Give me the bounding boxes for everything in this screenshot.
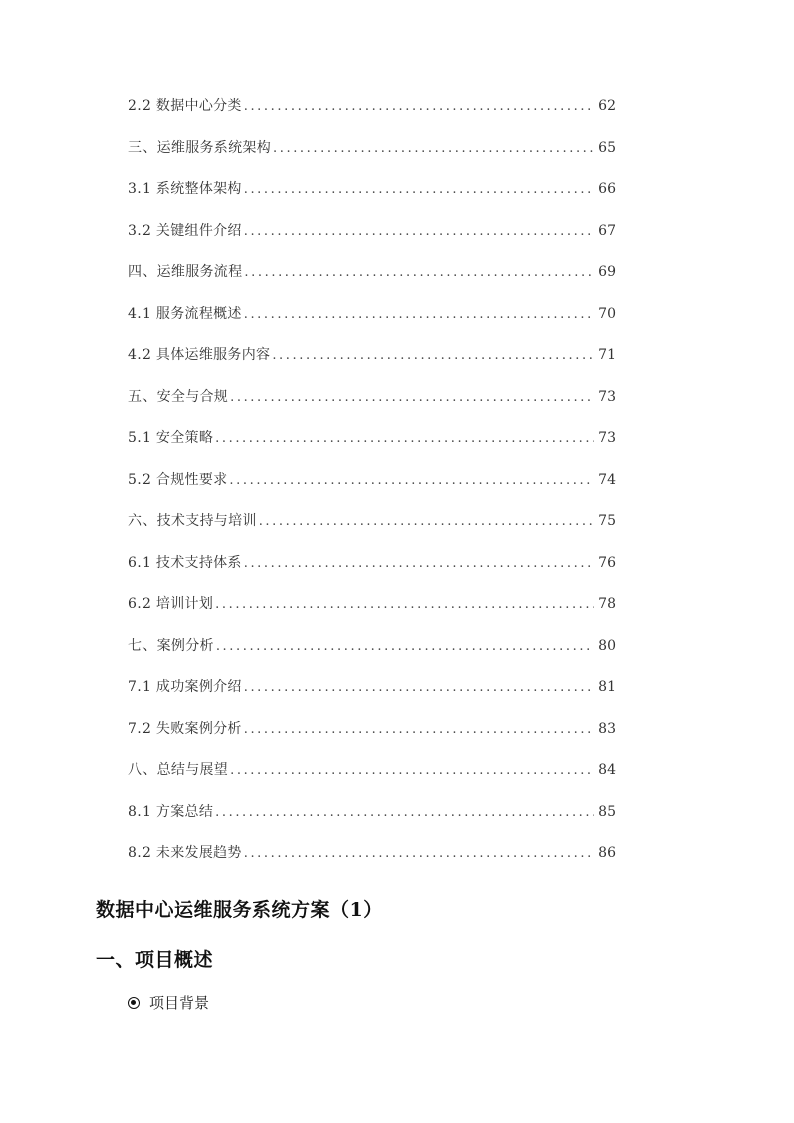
bullet-item [128, 992, 209, 1013]
toc-entry[interactable] [128, 589, 616, 631]
toc-dot-leader [259, 507, 594, 537]
toc-entry[interactable] [128, 133, 616, 175]
toc-entry-title: 八、总结与展望 [128, 762, 229, 778]
toc-entry-page: 85 [598, 803, 616, 820]
toc-entry-page: 74 [598, 471, 616, 488]
toc-entry-page: 75 [598, 513, 616, 529]
toc-entry-page: 86 [598, 845, 616, 861]
toc-entry-title: 8.2 未来发展趋势 [128, 845, 242, 861]
toc-entry[interactable] [128, 797, 616, 839]
toc-entry[interactable] [128, 174, 616, 216]
toc-dot-leader [273, 134, 594, 164]
toc-dot-leader [244, 217, 594, 247]
toc-entry-page: 69 [598, 264, 616, 280]
toc-entry-title: 3.1 系统整体架构 [128, 181, 242, 197]
table-of-contents [128, 91, 616, 880]
toc-entry-page: 62 [598, 98, 616, 114]
toc-entry-title: 6.2 培训计划 [128, 596, 214, 612]
toc-entry[interactable] [128, 423, 616, 465]
toc-entry-title: 2.2 数据中心分类 [128, 98, 242, 114]
toc-entry[interactable] [128, 631, 616, 673]
toc-entry-title: 四、运维服务流程 [128, 264, 243, 280]
toc-dot-leader [244, 175, 594, 205]
toc-dot-leader [230, 383, 594, 413]
toc-dot-leader [244, 839, 594, 869]
toc-entry-title: 4.1 服务流程概述 [128, 305, 242, 322]
toc-entry-title: 三、运维服务系统架构 [128, 139, 271, 156]
toc-entry-page: 70 [598, 305, 616, 322]
toc-dot-leader [230, 756, 594, 786]
toc-entry-title: 5.1 安全策略 [128, 430, 214, 446]
toc-entry-title: 7.1 成功案例介绍 [128, 679, 242, 695]
toc-dot-leader [272, 341, 594, 371]
toc-entry-title: 4.2 具体运维服务内容 [128, 347, 271, 363]
toc-entry-page: 84 [598, 762, 616, 778]
toc-entry-title: 3.2 关键组件介绍 [128, 222, 242, 239]
toc-entry-title: 六、技术支持与培训 [128, 513, 257, 529]
toc-entry-page: 83 [598, 720, 616, 737]
toc-dot-leader [244, 673, 594, 703]
toc-entry-page: 71 [598, 347, 616, 363]
toc-dot-leader [216, 632, 594, 662]
toc-entry-page: 78 [598, 596, 616, 612]
document-title: 数据中心运维服务系统方案（1） [96, 899, 383, 921]
toc-dot-leader [229, 466, 594, 496]
toc-entry-title: 6.1 技术支持体系 [128, 554, 242, 571]
fisheye-bullet-icon [128, 997, 140, 1009]
toc-entry-page: 66 [598, 181, 616, 197]
toc-dot-leader [244, 549, 594, 579]
toc-entry-page: 67 [598, 222, 616, 239]
toc-entry[interactable] [128, 257, 616, 299]
toc-entry[interactable] [128, 91, 616, 133]
toc-entry[interactable] [128, 382, 616, 424]
toc-entry-page: 73 [598, 430, 616, 446]
toc-entry[interactable] [128, 714, 616, 756]
toc-entry[interactable] [128, 672, 616, 714]
toc-entry-title: 8.1 方案总结 [128, 803, 214, 820]
toc-dot-leader [215, 798, 594, 828]
toc-entry[interactable] [128, 340, 616, 382]
toc-entry-title: 七、案例分析 [128, 637, 214, 654]
toc-entry[interactable] [128, 465, 616, 507]
toc-entry-page: 80 [598, 637, 616, 654]
toc-dot-leader [215, 424, 594, 454]
toc-entry[interactable] [128, 755, 616, 797]
toc-entry[interactable] [128, 838, 616, 880]
toc-entry[interactable] [128, 548, 616, 590]
toc-dot-leader [215, 590, 594, 620]
toc-entry-page: 76 [598, 554, 616, 571]
toc-entry-page: 81 [598, 679, 616, 695]
toc-entry-title: 五、安全与合规 [128, 388, 229, 405]
toc-entry[interactable] [128, 216, 616, 258]
toc-dot-leader [244, 715, 594, 745]
bullet-item-label: 项目背景 [149, 994, 210, 1012]
toc-entry-page: 65 [598, 139, 616, 156]
toc-dot-leader [244, 300, 594, 330]
section-heading: 一、项目概述 [96, 949, 214, 971]
toc-dot-leader [244, 258, 594, 288]
toc-entry[interactable] [128, 506, 616, 548]
toc-entry[interactable] [128, 299, 616, 341]
toc-entry-page: 73 [598, 388, 616, 405]
toc-dot-leader [244, 92, 594, 122]
toc-entry-title: 7.2 失败案例分析 [128, 720, 242, 737]
toc-entry-title: 5.2 合规性要求 [128, 471, 228, 488]
